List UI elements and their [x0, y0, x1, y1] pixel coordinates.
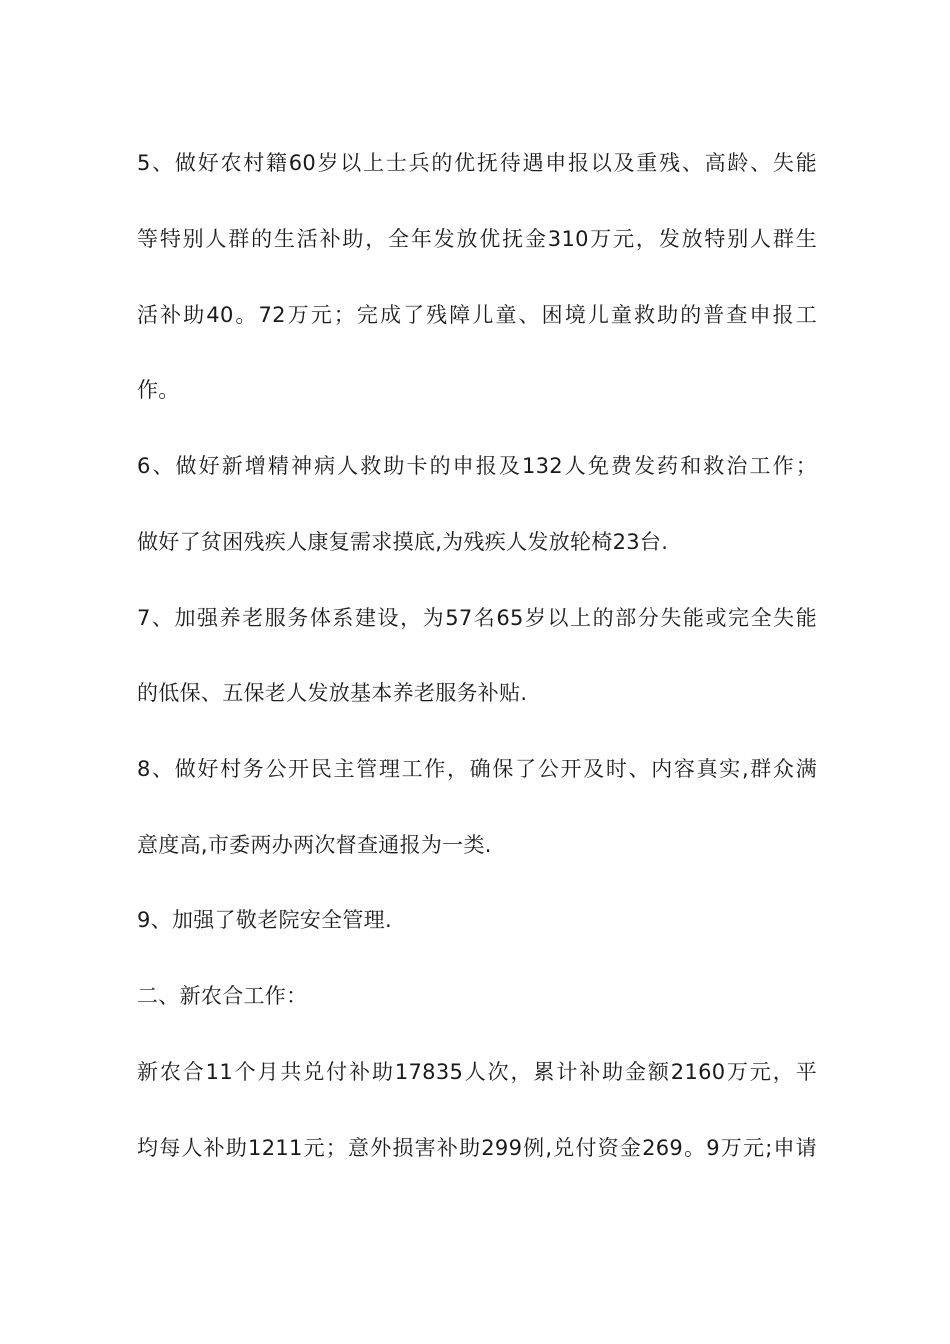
text-line: 意度高,市委两办两次督查通报为一类. — [137, 833, 492, 857]
text-line: 做好了贫困残疾人康复需求摸底,为残疾人发放轮椅23台. — [137, 530, 669, 554]
text-line: 的低保、五保老人发放基本养老服务补贴. — [137, 681, 528, 705]
section-heading: 二、新农合工作： — [137, 984, 308, 1008]
text-line: 7、加强养老服务体系建设，为57名65岁以上的部分失能或完全失能 — [137, 606, 817, 630]
text-line: 9、加强了敬老院安全管理. — [137, 908, 392, 932]
text-line: 8、做好村务公开民主管理工作，确保了公开及时、内容真实,群众满 — [137, 757, 817, 781]
text-line: 新农合11个月共兑付补助17835人次，累计补助金额2160万元，平 — [137, 1060, 817, 1084]
text-line: 均每人补助1211元；意外损害补助299例,兑付资金269。9万元;申请 — [137, 1136, 817, 1160]
text-line: 6、做好新增精神病人救助卡的申报及132人免费发药和救治工作； — [137, 454, 817, 478]
text-line: 活补助40。72万元；完成了残障儿童、困境儿童救助的普查申报工 — [137, 303, 817, 327]
text-line: 等特别人群的生活补助，全年发放优抚金310万元，发放特别人群生 — [137, 227, 817, 251]
text-line: 作。 — [137, 378, 180, 402]
text-line: 5、做好农村籍60岁以上士兵的优抚待遇申报以及重残、高龄、失能 — [137, 151, 817, 175]
